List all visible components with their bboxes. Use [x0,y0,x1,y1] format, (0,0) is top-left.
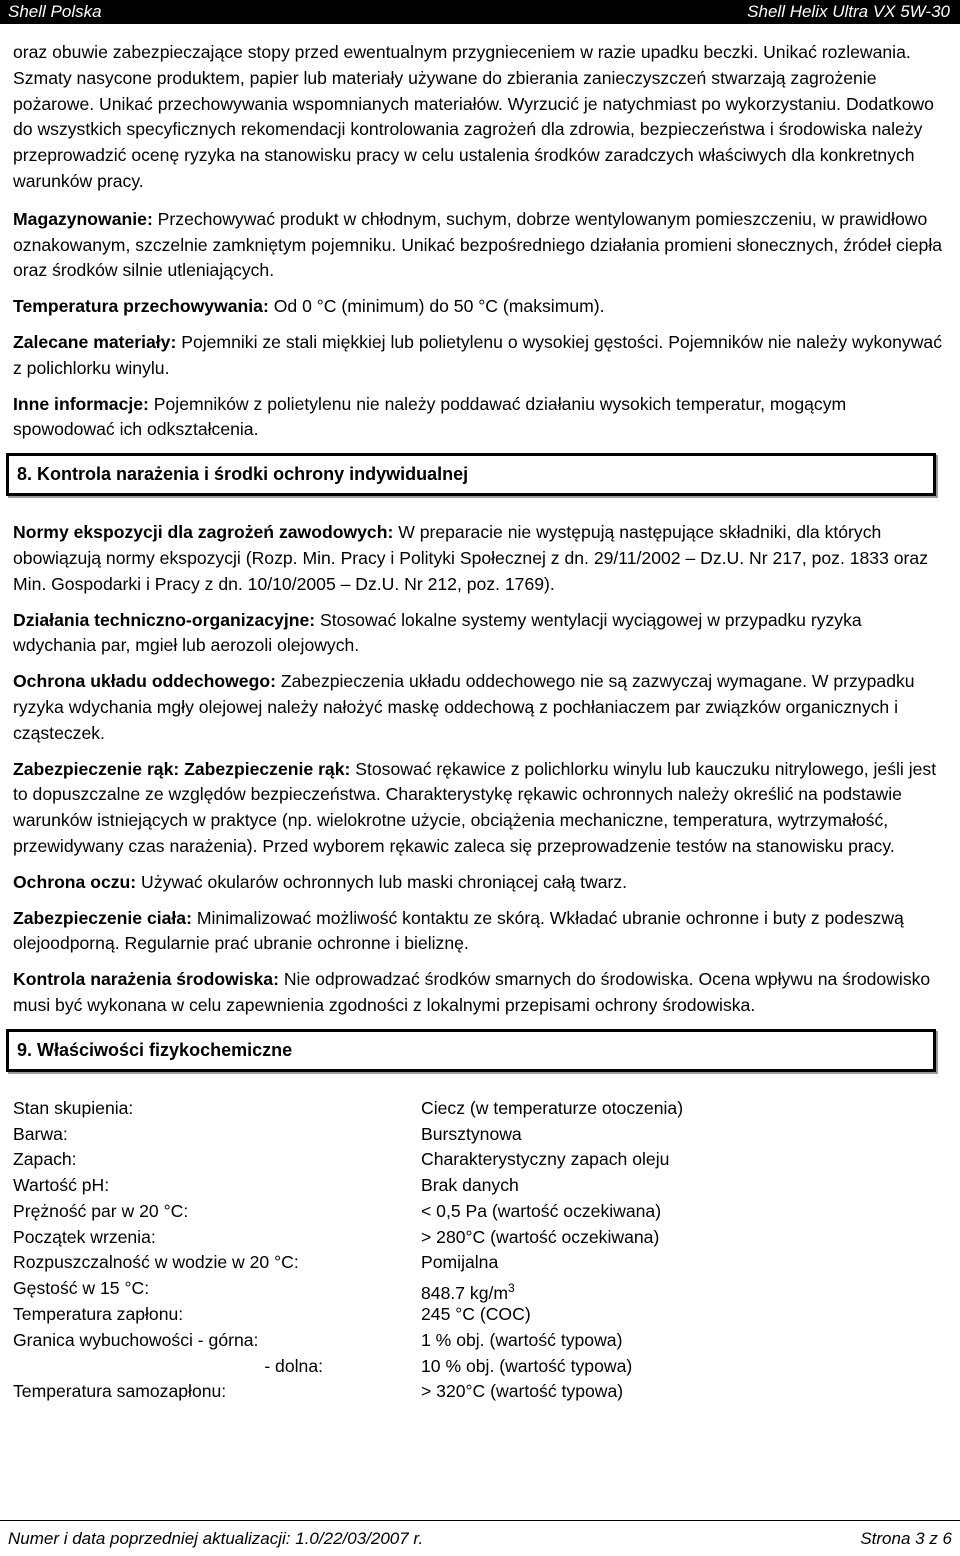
property-name: Zapach: [13,1149,77,1170]
storage-text: Przechowywać produkt w chłodnym, suchym, dobrze wentylowanym pomieszczeniu, w prawidłowo oznakowanym, szczelnie zamkniętym pojemniku. Unikać bezpośredniego działania promieni słonecznych, źródeł ciepła oraz środków silnie utleniających. [13,208,943,281]
section-8-heading: 8. Kontrola narażenia i środki ochrony indywidualnej [6,453,936,496]
materials-text: Pojemniki ze stali miękkiej lub polietylenu o wysokiej gęstości. Pojemników nie należy wykonywać z polichlorku winylu. [13,331,942,378]
page-number: Strona 3 z 6 [860,1529,952,1548]
section-9-heading: 9. Właściwości fizykochemiczne [6,1029,936,1072]
paragraph-hands [13,757,943,860]
property-value: Bursztynowa [421,1123,522,1144]
paragraph-storage [13,207,943,284]
property-row [13,1354,943,1380]
property-row [13,1225,943,1251]
property-row [13,1276,943,1302]
property-row [13,1379,943,1405]
density-value: 848.7 kg/m [421,1283,509,1304]
property-name: Gęstość w 15 °C: [13,1278,150,1299]
storage-temperature-text: Od 0 °C (minimum) do 50 °C (maksimum). [268,296,605,317]
body-protection-text: Minimalizować możliwość kontaktu ze skórą. Wkładać ubranie ochronne i buty z podeszwą olejoodporną. Regularnie prać ubranie ochronne i bieliznę. [13,907,904,954]
property-row [13,1096,943,1122]
property-row [13,1328,943,1354]
storage-temperature-label: Temperatura przechowywania: [13,296,269,317]
body-protection-label: Zabezpieczenie ciała: [13,907,192,928]
property-value: Ciecz (w temperaturze otoczenia) [421,1097,684,1118]
property-value: 1 % obj. (wartość typowa) [421,1329,623,1350]
hands-text: Stosować rękawice z polichlorku winylu lub kauczuku nitrylowego, jeśli jest to dopuszczalne ze względów bezpieczeństwa. Charakterystykę rękawic ochronnych należy określić na podstawie warunków istniejących w praktyce (np. wielokrotne użycie, obciążenia mechaniczne, temperatura, wytrzymałość, przewidywany czas narażenia). Przed wyborem rękawic zaleca się przeprowadzenie testów na stanowisku pracy. [13,758,937,856]
respiratory-text: Zabezpieczenia układu oddechowego nie są zazwyczaj wymagane. W przypadku ryzyka wdychania mgły olejowej należy nałożyć maskę oddechową z pochłaniaczem par związków organicznych i cząsteczek. [13,671,915,743]
property-row [13,1199,943,1225]
property-row [13,1250,943,1276]
other-info-text: Pojemników z polietylenu nie należy poddawać działaniu wysokich temperatur, mogącym spowodować ich odkształcenia. [13,393,847,440]
property-value: Brak danych [421,1175,519,1196]
property-value [421,1276,515,1302]
property-name: Rozpuszczalność w wodzie w 20 °C: [13,1252,299,1273]
density-unit-exponent: 3 [508,1281,515,1296]
eyes-text: Używać okularów ochronnych lub maski chroniącej całą twarz. [136,871,628,892]
paragraph-environment [13,967,943,1019]
respiratory-label: Ochrona układu oddechowego: [13,671,276,692]
document-body [13,40,943,1405]
paragraph-other-info [13,392,943,444]
page-footer [0,1520,960,1556]
environment-text: Nie odprowadzać środków smarnych do środowiska. Ocena wpływu na środowisko musi być wykonana w celu zapewnienia zgodności z lokalnymi przepisami ochrony środowiska. [13,969,931,1015]
property-value: Charakterystyczny zapach oleju [421,1149,670,1170]
property-value: 10 % obj. (wartość typowa) [421,1355,633,1376]
storage-label: Magazynowanie: [13,208,153,229]
property-value: < 0,5 Pa (wartość oczekiwana) [421,1200,662,1221]
technical-measures-label: Działania techniczno-organizacyjne: [13,609,316,630]
property-name: - dolna: [264,1355,323,1376]
hands-label: Zabezpieczenie rąk: Zabezpieczenie rąk: [13,758,351,779]
paragraph-exposure-norms [13,520,943,597]
paragraph-materials [13,330,943,382]
exposure-norms-text: W preparacie nie występują następujące składniki, dla których obowiązują normy ekspozycji (Rozp. Min. Pracy i Polityki Społecznej z dn. 29/11/2002 – Dz.U. Nr 217, poz. 1833 oraz Min. Gospodarki i Pracy z dn. 10/10/2005 – Dz.U. Nr 212, poz. 1769). [13,522,928,594]
property-name: Wartość pH: [13,1175,110,1196]
other-info-label: Inne informacje: [13,393,149,414]
property-name: Stan skupienia: [13,1097,134,1118]
property-name: Temperatura zapłonu: [13,1304,184,1325]
property-row [13,1122,943,1148]
property-value: > 280°C (wartość oczekiwana) [421,1226,660,1247]
page-header [0,0,960,24]
paragraph-handling: oraz obuwie zabezpieczające stopy przed ewentualnym przygnieceniem w razie upadku beczki. Unikać rozlewania. Szmaty nasycone produktem, papier lub materiały używane do zbierania zanieczyszczeń stwarzają zagrożenie pożarowe. Unikać przechowywania wspomnianych materiałów. Wyrzucić je natychmiast po wykorzystaniu. Dodatkowo do wszystkich specyficznych rekomendacji kontrolowania zagrożeń dla zdrowia, bezpieczeństwa i środowiska należy przeprowadzić ocenę ryzyka na stanowisku pracy w celu ustalenia środków zaradczych właściwych dla konkretnych warunków pracy. [13,42,934,191]
property-row [13,1302,943,1328]
materials-label: Zalecane materiały: [13,331,177,352]
property-name: Barwa: [13,1123,68,1144]
product-name: Shell Helix Ultra VX 5W-30 [747,2,950,21]
property-name: Początek wrzenia: [13,1226,156,1247]
revision-info: Numer i data poprzedniej aktualizacji: 1.0/22/03/2007 r. [8,1529,424,1548]
property-value: 245 °C (COC) [421,1304,531,1325]
property-name: Prężność par w 20 °C: [13,1200,189,1221]
property-value: Pomijalna [421,1252,499,1273]
paragraph-respiratory [13,669,943,746]
properties-table [13,1096,943,1406]
exposure-norms-label: Normy ekspozycji dla zagrożeń zawodowych: [13,522,394,543]
environment-label: Kontrola narażenia środowiska: [13,969,279,990]
paragraph-eyes [13,870,943,896]
company-name: Shell Polska [8,2,102,21]
paragraph-storage-temperature [13,294,943,320]
property-row [13,1147,943,1173]
paragraph-technical-measures [13,608,943,660]
property-name: Temperatura samozapłonu: [13,1381,227,1402]
property-row [13,1173,943,1199]
paragraph-body [13,906,943,958]
technical-measures-text: Stosować lokalne systemy wentylacji wyciągowej w przypadku ryzyka wdychania par, mgieł lub aerozoli olejowych. [13,609,862,656]
property-value: > 320°C (wartość typowa) [421,1381,624,1402]
property-name: Granica wybuchowości - górna: [13,1329,259,1350]
eyes-label: Ochrona oczu: [13,871,137,892]
